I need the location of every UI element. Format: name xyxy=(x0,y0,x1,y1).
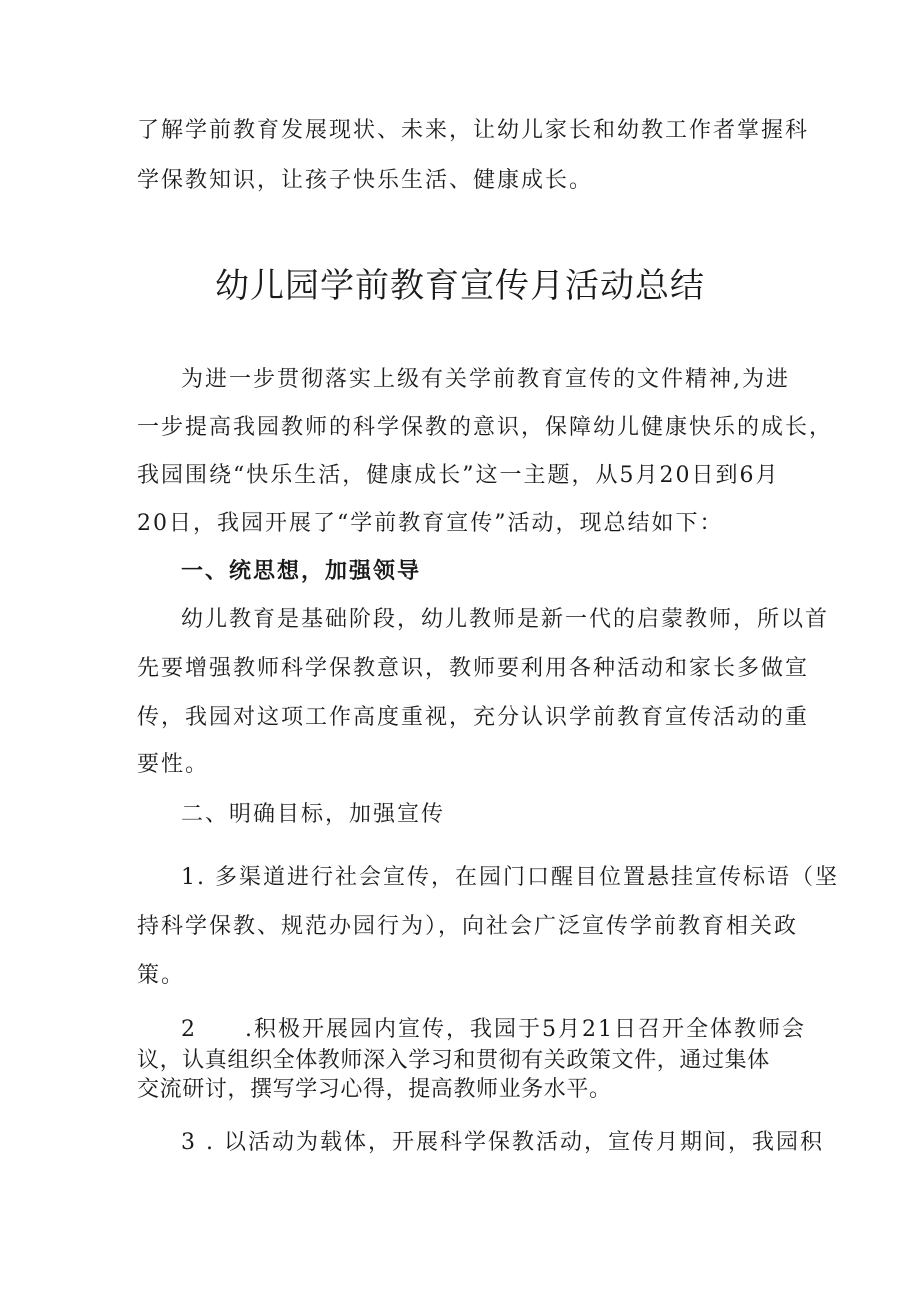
section-1-line-1: 幼儿教育是基础阶段，幼儿教师是新一代的启蒙教师，所以首 xyxy=(181,607,830,632)
item-2-line-1: 2 .积极开展园内宣传，我园于5月21日召开全体教师会 xyxy=(181,1017,806,1042)
item-2-line-2: 议，认真组织全体教师深入学习和贯彻有关政策文件，通过集体 xyxy=(137,1048,770,1073)
intro-line-2: 学保教知识，让孩子快乐生活、健康成长。 xyxy=(137,168,594,193)
section-1-line-2: 先要增强教师科学保教意识，教师要利用各种活动和家长多做宣 xyxy=(137,656,810,681)
document-title: 幼儿园学前教育宣传月活动总结 xyxy=(215,266,705,306)
item-1-line-2: 持科学保教、规范办园行为），向社会广泛宣传学前教育相关政 xyxy=(137,914,799,939)
opening-line-1: 为进一步贯彻落实上级有关学前教育宣传的文件精神,为进 xyxy=(181,367,790,392)
item-1-line-1: 1. 多渠道进行社会宣传，在园门口醒目位置悬挂宣传标语（坚 xyxy=(181,865,839,890)
item-1-line-3: 策。 xyxy=(137,963,186,988)
section-2-heading: 二、明确目标，加强宣传 xyxy=(181,802,446,827)
item-3-line-1: 3 . 以活动为载体，开展科学保教活动，宣传月期间，我园积 xyxy=(181,1130,824,1155)
section-1-line-4: 要性。 xyxy=(137,752,210,777)
section-1-line-3: 传，我园对这项工作高度重视，充分认识学前教育宣传活动的重 xyxy=(137,705,810,730)
intro-line-1: 了解学前教育发展现状、未来，让幼儿家长和幼教工作者掌握科 xyxy=(137,118,810,143)
opening-line-4: 20日，我园开展了“学前教育宣传”活动，现总结如下： xyxy=(137,511,724,536)
item-2-line-3: 交流研讨，撰写学习心得，提高教师业务水平。 xyxy=(137,1077,612,1102)
opening-line-3: 我园围绕“快乐生活，健康成长”这一主题，从5月20日到6月 xyxy=(137,463,780,488)
section-1-heading: 一、统思想，加强领导 xyxy=(181,559,422,584)
opening-line-2: 一步提高我园教师的科学保教的意识，保障幼儿健康快乐的成长， xyxy=(137,415,834,440)
